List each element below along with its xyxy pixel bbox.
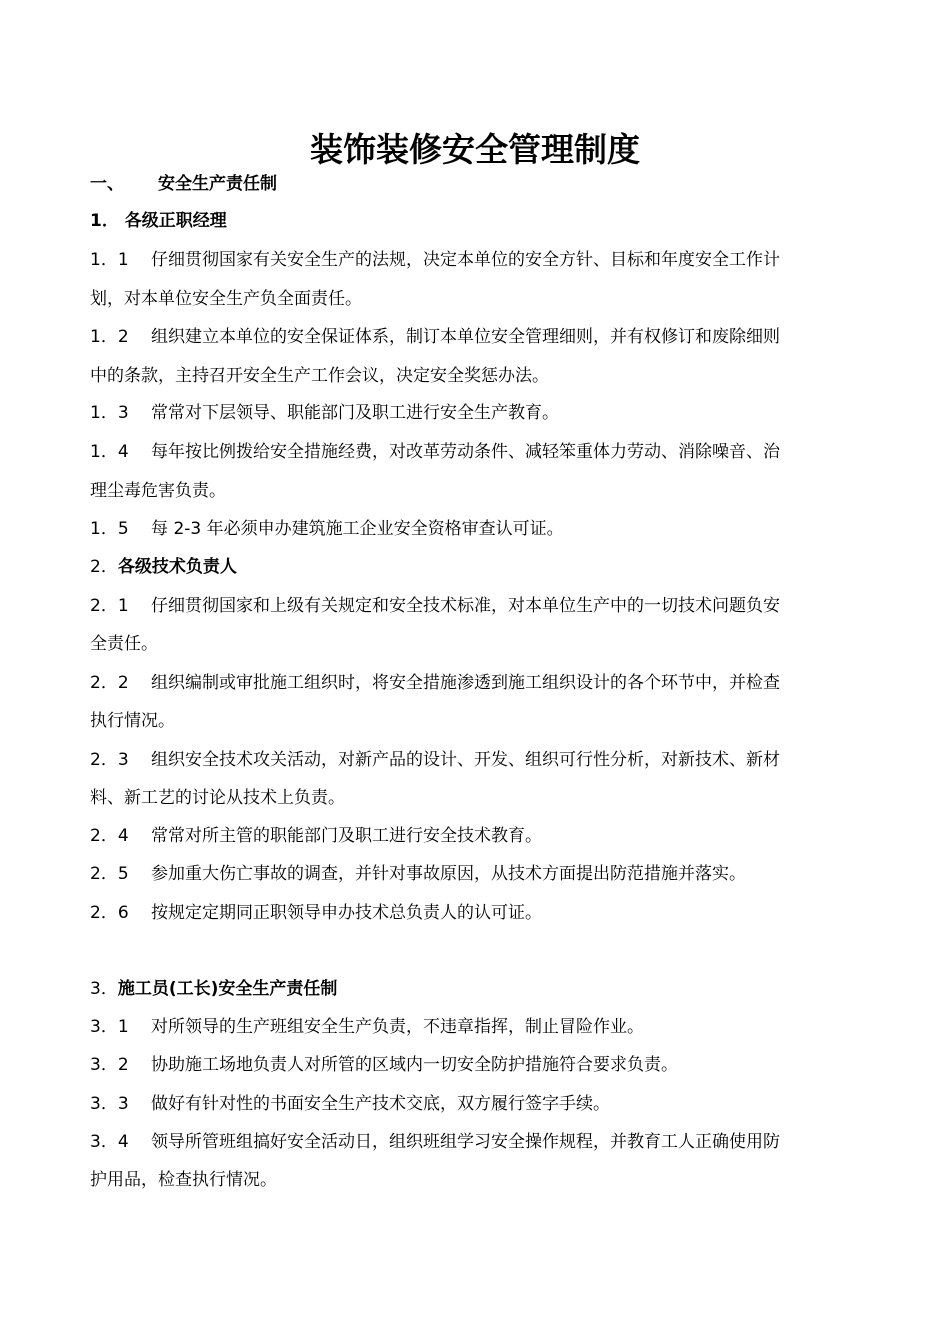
item-continuation: 中的条款，主持召开安全生产工作会议，决定安全奖惩办法。 — [90, 366, 549, 386]
list-item — [90, 594, 870, 618]
item-continuation: 全责任。 — [90, 634, 158, 654]
subsection-heading-2 — [90, 555, 870, 579]
item-continuation: 执行情况。 — [90, 711, 175, 731]
section-title: 安全生产责任制 — [158, 174, 277, 194]
item-continuation: 护用品，检查执行情况。 — [90, 1170, 277, 1190]
item-number: 3．3 — [90, 1094, 129, 1114]
subsection-number: 2． — [90, 557, 118, 577]
item-text: 参加重大伤亡事故的调查，并针对事故原因，从技术方面提出防范措施并落实。 — [151, 864, 747, 884]
subsection-number: 3． — [90, 979, 118, 999]
item-number: 2．6 — [90, 903, 129, 923]
item-text: 协助施工场地负责人对所管的区域内一切安全防护措施符合要求负责。 — [151, 1055, 679, 1075]
item-number: 3．4 — [90, 1132, 129, 1152]
item-text: 做好有针对性的书面安全生产技术交底，双方履行签字手续。 — [151, 1094, 611, 1114]
subsection-heading-1: 1． 各级正职经理 — [90, 211, 227, 231]
list-item — [90, 1092, 870, 1116]
item-text: 每 2-3 年必须申办建筑施工企业安全资格审查认可证。 — [151, 519, 564, 539]
subsection-heading-3 — [90, 977, 870, 1001]
list-item — [90, 901, 870, 925]
item-number: 3．1 — [90, 1017, 129, 1037]
item-text: 仔细贯彻国家有关安全生产的法规，决定本单位的安全方针、目标和年度安全工作计 — [151, 250, 781, 270]
list-item — [90, 1053, 870, 1077]
item-text: 领导所管班组搞好安全活动日，组织班组学习安全操作规程，并教育工人正确使用防 — [151, 1132, 781, 1152]
item-number: 1．2 — [90, 327, 129, 347]
document-title: 装饰装修安全管理制度 — [310, 130, 640, 169]
list-item — [90, 1130, 870, 1154]
item-text: 对所领导的生产班组安全生产负责，不违章指挥，制止冒险作业。 — [151, 1017, 645, 1037]
list-item — [90, 862, 870, 886]
item-continuation: 划，对本单位安全生产负全面责任。 — [90, 289, 362, 309]
subsection-title: 各级技术负责人 — [117, 557, 237, 577]
item-number: 2．4 — [90, 826, 129, 846]
item-text: 常常对下层领导、职能部门及职工进行安全生产教育。 — [151, 403, 560, 423]
item-text: 组织安全技术攻关活动，对新产品的设计、开发、组织可行性分析，对新技术、新材 — [151, 750, 781, 770]
list-item — [90, 824, 870, 848]
list-item — [90, 325, 870, 349]
item-text: 常常对所主管的职能部门及职工进行安全技术教育。 — [151, 826, 543, 846]
list-item — [90, 1015, 870, 1039]
item-number: 1．3 — [90, 403, 129, 423]
item-number: 1．4 — [90, 442, 129, 462]
item-number: 2．1 — [90, 596, 129, 616]
item-text: 仔细贯彻国家和上级有关规定和安全技术标准，对本单位生产中的一切技术问题负安 — [151, 596, 781, 616]
item-continuation: 料、新工艺的讨论从技术上负责。 — [90, 788, 345, 808]
item-text: 组织编制或审批施工组织时，将安全措施渗透到施工组织设计的各个环节中，并检查 — [151, 673, 781, 693]
item-number: 1．1 — [90, 250, 129, 270]
item-text: 每年按比例拨给安全措施经费，对改革劳动条件、减轻笨重体力劳动、消除噪音、治 — [151, 442, 781, 462]
section-heading-1 — [90, 172, 870, 196]
item-continuation: 理尘毒危害负责。 — [90, 481, 226, 501]
list-item — [90, 401, 870, 425]
list-item — [90, 671, 870, 695]
subsection-title: 施工员(工长)安全生产责任制 — [117, 979, 338, 999]
list-item — [90, 517, 870, 541]
item-text: 组织建立本单位的安全保证体系，制订本单位安全管理细则，并有权修订和废除细则 — [151, 327, 781, 347]
section-number: 一、 — [90, 174, 124, 194]
item-number: 2．5 — [90, 864, 129, 884]
item-number: 1．5 — [90, 519, 129, 539]
list-item — [90, 748, 870, 772]
item-text: 按规定定期同正职领导申办技术总负责人的认可证。 — [151, 903, 543, 923]
list-item — [90, 440, 870, 464]
item-number: 2．2 — [90, 673, 129, 693]
item-number: 3．2 — [90, 1055, 129, 1075]
item-number: 2．3 — [90, 750, 129, 770]
list-item — [90, 248, 870, 272]
